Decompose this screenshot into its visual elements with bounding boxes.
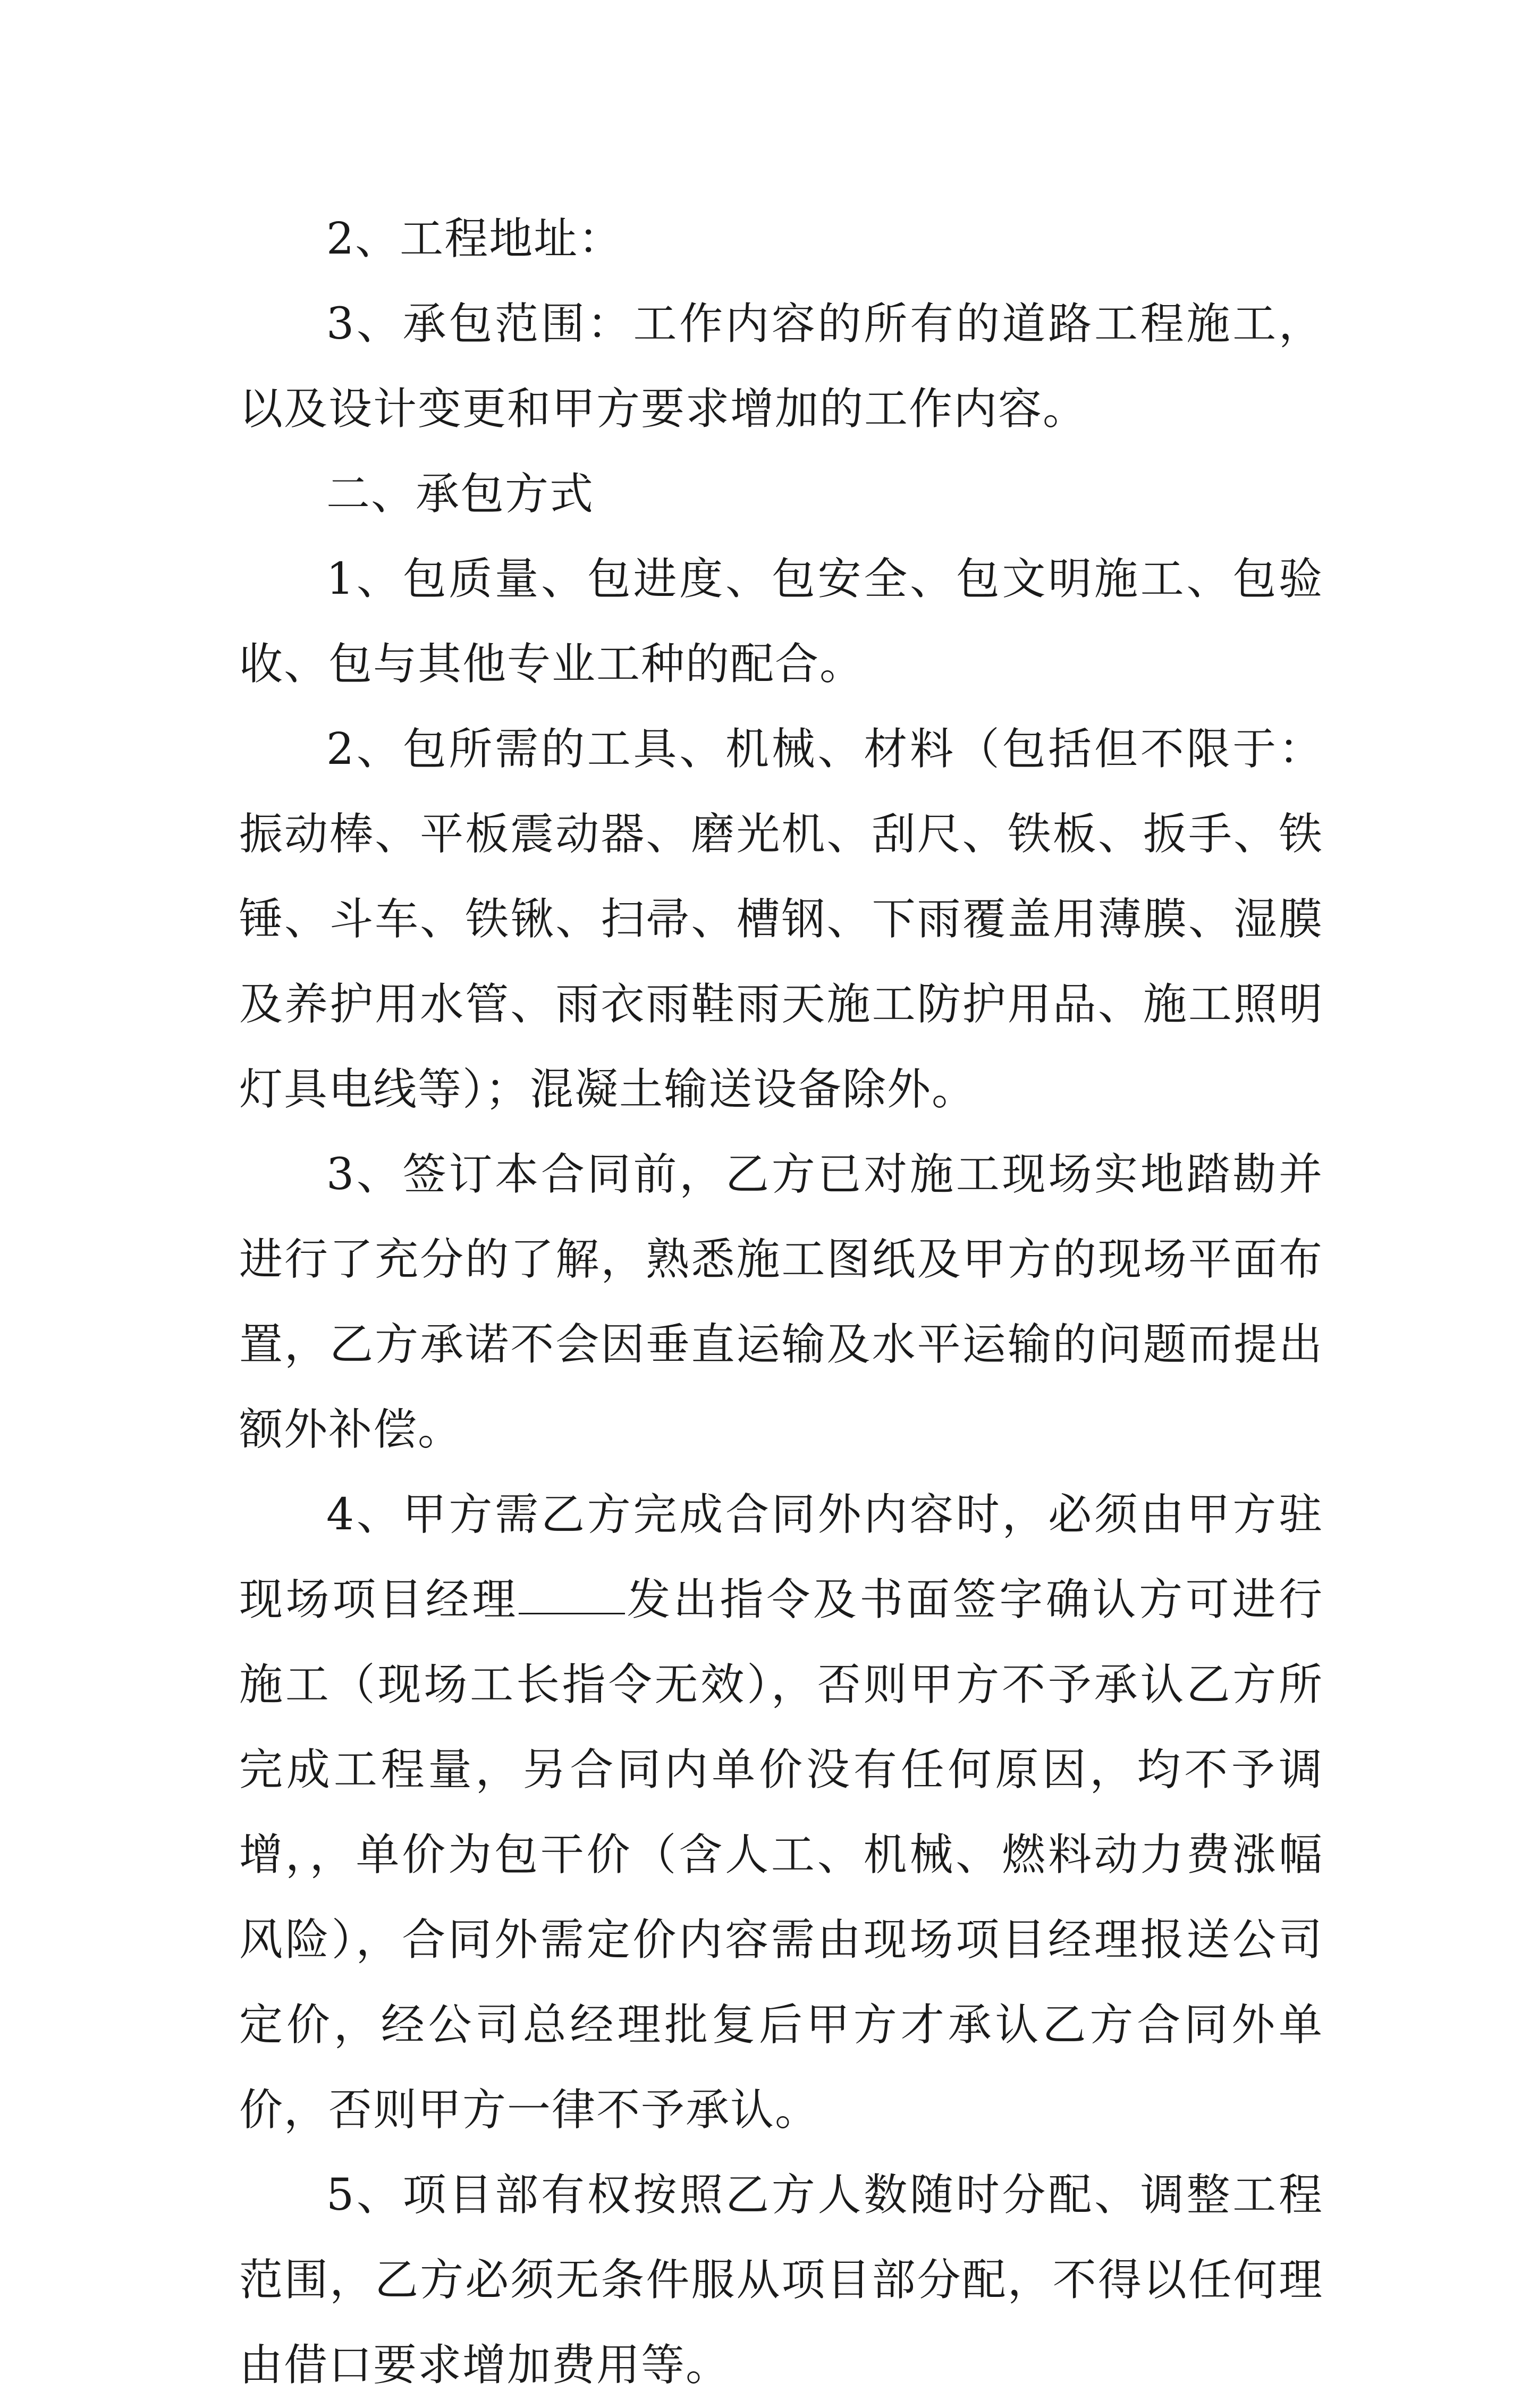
document-body [239,197,1323,2408]
paragraph-site-survey: 3、签订本合同前，乙方已对施工现场实地踏勘并进行了充分的了解，熟悉施工图纸及甲方的现场平面布置，乙方承诺不会因垂直运输及水平运输的问题而提出额外补偿。 [239,1149,1323,1455]
paragraph-project-address: 2、工程地址： [326,214,623,264]
paragraph-extra-work-part1: 4、甲方需乙方完成合同外内容时，必须由甲方驻现场项目经理 [239,1489,1323,1625]
paragraph-project-allocation: 5、项目部有权按照乙方人数随时分配、调整工程范围，乙方必须无条件服从项目部分配，不得以任何理由借口要求增加费用等。 [239,2170,1323,2390]
paragraph-extra-work-part2: 发出指令及书面签字确认方可进行施工（现场工长指令无效），否则甲方不予承认乙方所完成工程量，另合同内单价没有任何原因，均不予调增，，单价为包干价（含人工、机械、燃料动力费涨幅风险），合同外需定价内容需由现场项目经理报送公司定价，经公司总经理批复后甲方才承认乙方合同外单价，否则甲方一律不予承认。 [239,1575,1323,2135]
paragraph-tools-materials: 2、包所需的工具、机械、材料（包括但不限于：振动棒、平板震动器、磨光机、刮尺、铁板、扳手、铁锤、斗车、铁锹、扫帚、槽钢、下雨覆盖用薄膜、湿膜及养护用水管、雨衣雨鞋雨天施工防护用品、施工照明灯具电线等）；混凝土输送设备除外。 [239,724,1323,1115]
paragraph-inclusive-items: 1、包质量、包进度、包安全、包文明施工、包验收、包与其他专业工种的配合。 [239,554,1323,689]
fill-in-blank [519,1576,625,1614]
paragraph-contract-scope: 3、承包范围：工作内容的所有的道路工程施工，以及设计变更和甲方要求增加的工作内容。 [239,299,1323,434]
paragraph-extra-work [239,1472,1323,2153]
section-heading-contract-method: 二、承包方式 [326,469,595,519]
